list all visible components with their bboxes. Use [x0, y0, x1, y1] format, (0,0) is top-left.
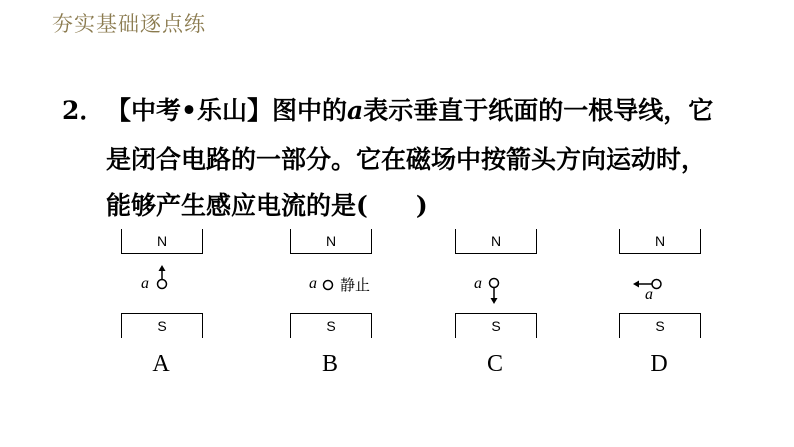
question-text-1-suffix: 表示垂直于纸面的一根导线，它 — [363, 96, 714, 125]
option-c-diagram[interactable] — [455, 229, 535, 379]
south-pole-magnet: S — [455, 313, 537, 338]
question-text-1 — [106, 98, 713, 123]
option-a-diagram[interactable] — [121, 229, 201, 379]
option-d-diagram[interactable] — [619, 229, 699, 379]
option-b-label: B — [321, 351, 338, 377]
question-text-1-prefix: 【中考•乐山】图中的 — [106, 96, 347, 125]
wire-up-arrow-icon — [155, 265, 169, 295]
north-pole-magnet: N — [290, 229, 372, 254]
wire-label: a — [645, 286, 653, 303]
option-a-label: A — [152, 351, 170, 377]
wire-label: a — [309, 275, 317, 292]
option-b-diagram[interactable] — [290, 229, 390, 379]
question-text-2: 是闭合电路的一部分。它在磁场中按箭头方向运动时， — [106, 145, 707, 174]
wire-label: a — [474, 275, 482, 292]
wire-still-icon — [322, 279, 334, 291]
wire-down-arrow-icon — [487, 277, 501, 307]
wire-label: a — [141, 275, 149, 292]
north-pole-magnet: N — [455, 229, 537, 254]
question-text-3-prefix: 能够产生感应电流的是( — [106, 191, 368, 220]
section-header: 夯实基础逐点练 — [52, 12, 206, 36]
south-pole-magnet: S — [290, 313, 372, 338]
option-c-label: C — [486, 351, 503, 377]
south-pole-magnet: S — [619, 313, 701, 338]
question-text-3-suffix: ) — [415, 191, 428, 220]
question-number: 2． — [62, 96, 105, 125]
north-pole-magnet: N — [121, 229, 203, 254]
south-pole-magnet: S — [121, 313, 203, 338]
still-label: 静止 — [340, 276, 371, 294]
option-d-label: D — [650, 351, 668, 377]
wire-variable: a — [346, 96, 364, 125]
question-text-3 — [106, 193, 428, 218]
north-pole-magnet: N — [619, 229, 701, 254]
